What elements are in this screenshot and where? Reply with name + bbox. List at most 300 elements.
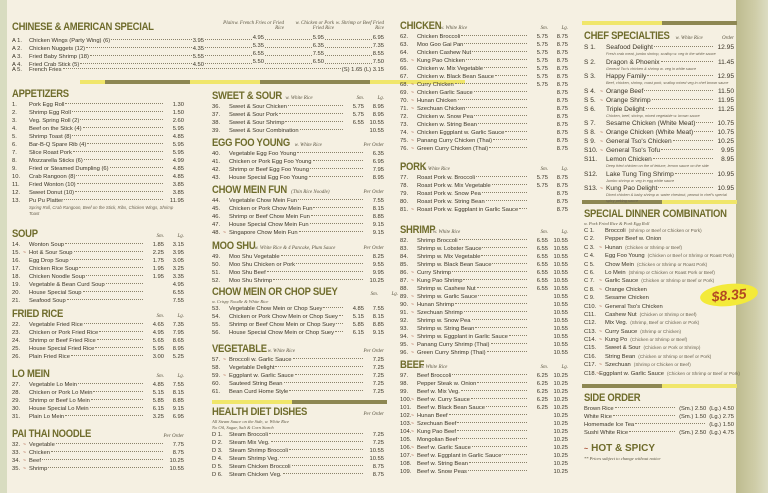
- item-name: House Special Egg Foo Young: [229, 175, 308, 181]
- item-number: 47.: [212, 222, 221, 228]
- dot-leader: [673, 140, 713, 141]
- item-name: Szechuan Chicken: [417, 106, 466, 112]
- item-price: 10.95: [717, 185, 734, 192]
- column-labels: [528, 230, 568, 235]
- item-name: Lake Tung Ting Shrimp: [606, 170, 674, 178]
- menu-item: [12, 273, 184, 281]
- item-number: 109.: [400, 469, 412, 475]
- menu-item: [12, 337, 184, 345]
- dot-leader: [111, 39, 192, 40]
- menu-item: [12, 101, 184, 109]
- column-labels: [363, 412, 384, 417]
- dot-leader: [478, 123, 527, 124]
- item-number: 94.: [400, 334, 409, 340]
- dot-leader: [42, 459, 163, 460]
- item-number: 52.: [212, 278, 221, 284]
- item-price: 1.95: [152, 266, 164, 272]
- item-price: 6.55: [536, 278, 548, 284]
- dot-leader: [458, 438, 527, 439]
- dot-leader: [298, 199, 363, 200]
- right-margin-strip: [736, 0, 768, 493]
- item-number: 90.: [400, 302, 409, 308]
- item-name: General Tso's Chicken: [605, 303, 663, 310]
- dot-leader: [295, 374, 363, 375]
- menu-item: [400, 460, 568, 468]
- column-label: Lg.: [561, 26, 568, 31]
- dot-leader: [99, 331, 143, 332]
- menu-item: [400, 372, 568, 380]
- menu-item: [584, 58, 734, 67]
- item-price: 4.85: [152, 382, 164, 388]
- dot-leader: [83, 291, 143, 292]
- item-options: (Chicken or Shrimp or Beef or Pork): [641, 278, 715, 284]
- item-name: Szechuan Beef: [417, 421, 457, 427]
- item-name: House Special Lo Mein: [29, 406, 89, 412]
- hot-spicy-icon: ~: [411, 58, 414, 64]
- hot-spicy-icon: ~: [599, 278, 602, 285]
- item-price: 8.85: [372, 322, 384, 328]
- item-name: Kung Pao Delight: [606, 185, 658, 192]
- item-number: 105.: [400, 437, 412, 443]
- menu-item: [584, 353, 736, 361]
- item-price: 10.55: [553, 326, 568, 332]
- item-price: 5.75: [536, 82, 548, 88]
- item-price: 11.25: [717, 105, 734, 113]
- left-margin-strip: [0, 0, 7, 493]
- menu-item: [12, 413, 184, 421]
- item-number: 58.: [212, 365, 221, 371]
- item-number: 1.: [12, 102, 17, 108]
- item-price: 11.95: [169, 198, 184, 204]
- item-name: Vegetable Fried Rice: [29, 322, 83, 328]
- column-labels: [144, 374, 184, 379]
- item-number: D 2.: [212, 440, 223, 446]
- item-price: 8.75: [556, 114, 568, 120]
- menu-section-appetizers: [12, 88, 184, 216]
- section-title: HEALTH DIET DISHES: [212, 406, 308, 418]
- item-name: Vegetable Delight: [229, 365, 275, 371]
- item-number: 40.: [212, 151, 221, 157]
- item-price: 10.55: [553, 342, 568, 348]
- item-name: House Special Soup: [29, 290, 82, 296]
- menu-item: [400, 57, 568, 65]
- dot-leader: [458, 99, 527, 100]
- item-number: C 4.: [584, 253, 595, 260]
- dot-leader: [72, 135, 163, 136]
- dot-leader: [84, 159, 163, 160]
- item-number: S 3.: [584, 73, 596, 80]
- item-name: House Special Chow Mein Fun: [229, 222, 309, 228]
- dot-leader: [484, 67, 527, 68]
- item-price: 7.35: [372, 43, 384, 49]
- item-number: 22.: [12, 322, 21, 328]
- item-price: 6.55: [536, 262, 548, 268]
- menu-item: [12, 241, 184, 249]
- menu-item: [400, 97, 568, 105]
- item-price: 1.95: [152, 274, 164, 280]
- item-name: Kung Po: [605, 337, 628, 344]
- dot-leader: [91, 399, 143, 400]
- hot-spicy-label: HOT & SPICY: [591, 443, 655, 454]
- item-number: 18.: [12, 274, 21, 280]
- dot-leader: [80, 119, 163, 120]
- item-price: 8.95: [372, 175, 384, 181]
- item-number: 26.: [12, 354, 21, 360]
- menu-section-chicken: [400, 20, 568, 153]
- item-price: 10.25: [553, 397, 568, 403]
- dot-leader: [80, 63, 191, 64]
- item-name: Kung Pao Shrimp: [417, 278, 463, 284]
- menu-item: [584, 155, 734, 164]
- menu-item: [212, 269, 384, 277]
- menu-item: [12, 149, 184, 157]
- price-note: ** Prices subject to change without notice: [584, 456, 661, 461]
- section-header: [584, 392, 734, 405]
- menu-item: [212, 174, 384, 182]
- item-number: C10.: [584, 303, 597, 310]
- menu-item: [400, 113, 568, 121]
- item-price: 8.75: [556, 191, 568, 197]
- dot-leader: [300, 129, 343, 130]
- item-price: 7.25: [372, 357, 384, 363]
- section-subtitle: w. White Rice: [675, 36, 703, 41]
- item-price: 3.05: [172, 258, 184, 264]
- section-header: [212, 406, 384, 419]
- menu-section-egg-foo-young: [212, 137, 384, 182]
- column-label: Sm.: [540, 230, 548, 235]
- menu-item: [584, 252, 736, 260]
- menu-item: [212, 103, 384, 111]
- item-description: Fresh crab meat, jumbo shrimp, scallop w. veg in the white sauce: [606, 52, 716, 56]
- dot-leader: [280, 457, 363, 458]
- item-price: 7.55: [372, 198, 384, 204]
- menu-item: [400, 206, 568, 214]
- dot-leader: [283, 473, 363, 474]
- item-name: Curry Sauce: [605, 328, 638, 335]
- item-price: 6.95: [172, 414, 184, 420]
- item-price: 11.95: [717, 96, 734, 104]
- dot-leader: [289, 390, 363, 391]
- menu-item: [12, 66, 384, 74]
- item-name: Chicken or Pork Egg Foo Young: [229, 159, 312, 165]
- item-price: 4.35: [192, 46, 204, 52]
- section-title: EGG FOO YOUNG: [212, 137, 290, 149]
- hot-spicy-icon: ~: [599, 244, 602, 251]
- hot-spicy-legend: [584, 443, 655, 454]
- item-number: D 5.: [212, 464, 223, 470]
- dot-leader: [265, 48, 312, 56]
- item-name: Moo Shu Shrimp: [229, 278, 273, 284]
- menu-item: [212, 111, 384, 119]
- item-price: 11.45: [717, 58, 734, 66]
- item-name: Panang Curry Chicken (Thai): [417, 138, 493, 144]
- column-label: Lg.: [177, 234, 184, 239]
- item-number: 57.: [212, 357, 221, 363]
- item-number: 38.: [212, 120, 221, 126]
- menu-item: [12, 157, 184, 165]
- item-name: Pu Pu Platter: [29, 198, 64, 204]
- item-price: 8.75: [556, 98, 568, 104]
- hot-spicy-icon: ~: [411, 397, 414, 403]
- item-price: 10.55: [553, 334, 568, 340]
- item-price: 5.75: [536, 66, 548, 72]
- item-price: 10.55: [553, 238, 568, 244]
- menu-item: [584, 421, 734, 429]
- item-price: 1.85: [152, 242, 164, 248]
- item-price: 7.50: [372, 59, 384, 65]
- dot-leader: [297, 152, 363, 153]
- section-subtitle: w. White Rice: [285, 96, 313, 101]
- item-number: 2.: [12, 110, 17, 116]
- menu-item: [212, 119, 384, 127]
- item-name: Sweet & Sour: [605, 345, 641, 352]
- item-number: C 8.: [584, 286, 595, 293]
- menu-section-soup: [12, 228, 184, 305]
- dot-leader: [452, 271, 527, 272]
- item-name: Fried or Steamed Dumpling (6): [29, 166, 109, 172]
- dot-leader: [461, 35, 527, 36]
- menu-item: [584, 344, 736, 352]
- item-number: S 8.: [584, 129, 596, 136]
- column-labels: [144, 314, 184, 319]
- item-price: 10.55: [369, 456, 384, 462]
- column-labels: [528, 26, 568, 31]
- menu-item: [400, 65, 568, 73]
- section-title: LO MEIN: [12, 368, 50, 380]
- item-number: 106.: [400, 445, 412, 451]
- item-price: 7.25: [372, 365, 384, 371]
- item-price: 5.75: [536, 34, 548, 40]
- hot-spicy-icon: ~: [599, 328, 602, 335]
- item-price: 5.75: [352, 112, 364, 118]
- dot-leader: [615, 407, 675, 408]
- item-price: 7.25: [372, 389, 384, 395]
- menu-item: [400, 73, 568, 81]
- item-number: 86.: [400, 270, 409, 276]
- item-price: 6.55: [536, 246, 548, 252]
- item-name: Roast Pork w. Snow Pea: [417, 191, 481, 197]
- menu-item: [212, 197, 384, 205]
- menu-item: [212, 305, 384, 313]
- item-price: (Lg.) 4.50: [709, 406, 734, 412]
- item-description: General Tso's chicken & shrimp w. veg in white sauce: [606, 66, 697, 71]
- item-price: 8.75: [556, 34, 568, 40]
- item-number: C18.: [584, 370, 597, 377]
- item-price: 7.55: [372, 306, 384, 312]
- section-subtitle: w. White Rice: [294, 143, 322, 148]
- separator-bar: [212, 400, 387, 404]
- item-name: Chow Mein: [605, 261, 634, 268]
- item-name: Chicken or Pork Chow Mein Fun: [229, 206, 313, 212]
- section-subtitle: w. White Rice & 4 Pancake, Plum Sauce: [254, 246, 336, 251]
- item-price: 3.85: [172, 190, 184, 196]
- section-header: [12, 228, 184, 241]
- item-price: (S) 1.65 (L) 3.15: [341, 67, 384, 73]
- separator-bar: [582, 384, 737, 388]
- item-number: 104.: [400, 429, 412, 435]
- dot-leader: [310, 223, 363, 224]
- item-name: Seafood Soup: [29, 298, 66, 304]
- dot-leader: [292, 465, 363, 466]
- item-number: 12.: [12, 190, 21, 196]
- item-price: (Sm.) 2.50: [679, 406, 707, 412]
- column-label: Plain: [223, 21, 234, 26]
- item-price: 6.95: [372, 159, 384, 165]
- menu-item: [12, 465, 184, 473]
- section-header: [584, 30, 734, 43]
- item-name: Hunan Chicken: [417, 98, 457, 104]
- item-number: 23.: [12, 330, 21, 336]
- menu-item: [584, 72, 734, 81]
- item-name: Steam Shrimp Veg.: [229, 456, 279, 462]
- item-name: Fried Wonton (10): [29, 182, 76, 188]
- dot-leader: [629, 431, 675, 432]
- item-number: 29.: [12, 398, 21, 404]
- menu-item: [400, 253, 568, 261]
- item-number: 31.: [12, 414, 21, 420]
- item-name: Green Curry Shrimp (Thai): [417, 350, 486, 356]
- dot-leader: [489, 147, 527, 148]
- dot-leader: [77, 183, 163, 184]
- item-number: 64.: [400, 50, 409, 56]
- section-note: No Oil, Sugar, Salt & Corn Starch: [212, 425, 274, 430]
- column-label: Per Order: [363, 143, 384, 148]
- section-title: PORK: [400, 161, 427, 173]
- dot-leader: [658, 187, 713, 188]
- menu-section-vegetable: [212, 343, 384, 396]
- menu-item: [584, 43, 734, 52]
- item-price: 8.95: [721, 156, 734, 163]
- dot-leader: [285, 121, 343, 122]
- dot-leader: [265, 40, 312, 48]
- menu-item: [212, 213, 384, 221]
- menu-item: [400, 293, 568, 301]
- menu-section-chow-mein-fun: [212, 184, 384, 237]
- item-number: S 9.: [584, 138, 596, 145]
- item-name: Beef w. Snow Peas: [417, 469, 467, 475]
- dot-leader: [452, 374, 527, 375]
- menu-item: [212, 471, 384, 479]
- item-name: Shrimp w. Eggplant in Garlic Sauce: [417, 334, 508, 340]
- item-price: 5.65: [152, 338, 164, 344]
- item-name: Wonton Soup: [29, 242, 65, 248]
- item-name: Pepper Steak w. Onion: [417, 381, 477, 387]
- dot-leader: [86, 275, 143, 276]
- menu-item: [584, 328, 736, 336]
- menu-item: [584, 277, 736, 285]
- item-price: 10.55: [553, 318, 568, 324]
- hot-spicy-icon: ~: [223, 373, 226, 379]
- item-number: 35.: [12, 466, 21, 472]
- dot-leader: [95, 347, 143, 348]
- item-name: Steam Shrimp Broccoli: [229, 448, 288, 454]
- item-number: 83.: [400, 246, 409, 252]
- menu-item: [400, 237, 568, 245]
- item-price: 12.95: [717, 73, 734, 80]
- item-number: 43.: [212, 175, 221, 181]
- item-price: 10.25: [553, 453, 568, 459]
- item-name: Shrimp w. Lobster Sauce: [417, 246, 482, 252]
- item-price: 8.75: [556, 138, 568, 144]
- dot-leader: [493, 139, 527, 140]
- menu-item: [12, 133, 184, 141]
- menu-item: [400, 137, 568, 145]
- item-options: (Chicken or Shrimp or Beef or Pork): [638, 353, 712, 359]
- menu-item: [400, 41, 568, 49]
- hot-spicy-icon: ~: [411, 278, 414, 284]
- menu-item: [212, 431, 384, 439]
- menu-item: [400, 269, 568, 277]
- item-number: 10.: [12, 174, 21, 180]
- hot-spicy-icon: ~: [600, 130, 603, 136]
- item-name: Chicken: [29, 450, 50, 456]
- dot-leader: [471, 398, 527, 399]
- dot-leader: [455, 303, 527, 304]
- dot-leader: [265, 32, 312, 40]
- item-number: 14.: [12, 242, 21, 248]
- item-number: 48.: [212, 230, 221, 236]
- item-name: Beef w. Eggplant in Garlic Sauce: [417, 453, 502, 459]
- item-number: 37.: [212, 112, 221, 118]
- menu-item: [400, 182, 568, 190]
- menu-item: [400, 121, 568, 129]
- hot-spicy-icon: ~: [600, 88, 603, 95]
- hot-spicy-icon: ~: [600, 139, 603, 145]
- menu-item: [212, 229, 384, 237]
- menu-item: [12, 189, 184, 197]
- dot-leader: [271, 441, 363, 442]
- item-price: 4.85: [352, 306, 364, 312]
- item-price: 3.35: [172, 274, 184, 280]
- item-number: 77.: [400, 175, 409, 181]
- menu-item: [400, 452, 568, 460]
- item-price: 4.95: [152, 330, 164, 336]
- menu-section-pork: [400, 161, 568, 214]
- item-name: Fried Baby Shrimp (18): [29, 54, 89, 60]
- hot-spicy-icon: ~: [411, 98, 414, 104]
- item-name: String Bean: [605, 353, 636, 360]
- section-title: CHOW MEIN FUN: [212, 184, 287, 196]
- item-name: Hunan Beef: [417, 413, 448, 419]
- menu-item: [400, 245, 568, 253]
- item-name: Chicken Noodle Soup: [29, 274, 86, 280]
- item-price: 4.85: [172, 134, 184, 140]
- item-price: 8.85: [372, 214, 384, 220]
- menu-item: [400, 277, 568, 285]
- item-price: 8.75: [556, 183, 568, 189]
- item-price: 10.55: [553, 262, 568, 268]
- menu-item: [212, 127, 384, 135]
- menu-item: [400, 388, 568, 396]
- dot-leader: [51, 451, 163, 452]
- dot-leader: [269, 433, 363, 434]
- item-number: 97.: [400, 373, 409, 379]
- menu-item: [12, 345, 184, 353]
- item-number: 103.: [400, 421, 412, 427]
- hot-spicy-icon: ~: [23, 466, 26, 472]
- dot-leader: [661, 61, 713, 62]
- column-labels: [144, 234, 184, 239]
- dot-leader: [509, 335, 527, 336]
- item-number: 66.: [400, 66, 409, 72]
- item-options: (Shrimp or Chicken): [640, 328, 682, 334]
- item-number: A 4.: [12, 62, 22, 68]
- item-price: 5.75: [536, 74, 548, 80]
- item-name: Kung Pao Chicken: [417, 58, 466, 64]
- menu-item: [584, 429, 734, 437]
- dot-leader: [310, 168, 363, 169]
- item-price: 4.99: [172, 158, 184, 164]
